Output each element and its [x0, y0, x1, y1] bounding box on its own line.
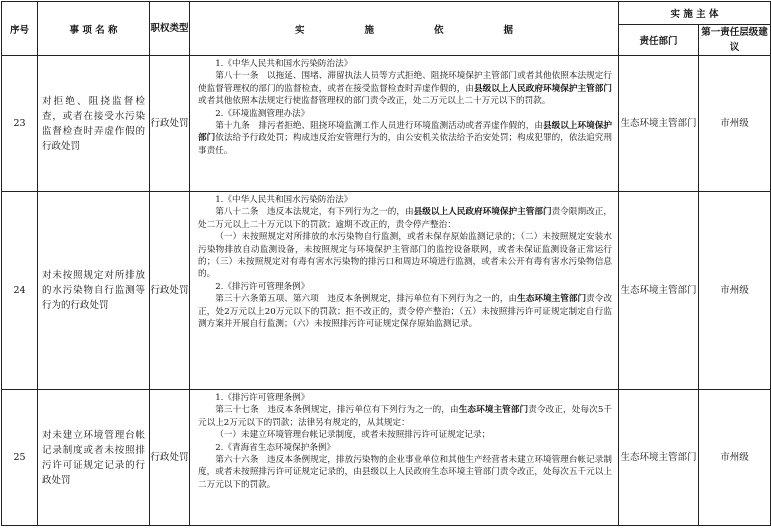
- header-basis-char-4: 据: [503, 24, 514, 36]
- row-dept: 生态环境主管部门: [619, 192, 699, 390]
- basis-text: （一）未按照规定对所排放的水污染物自行监测，或者未保存原始监测记录的；（二）未按照规定安装水污染物排放自动监测设备，未按照规定与环境保护主管部门的监控设备联网，或者未保证监测设备正常运行的；（三）未按照规定对有毒有害水污染物的排污口和周边环境进行监测，或者未公开有毒有害水污染物信息的。: [198, 232, 612, 280]
- header-subject: 实 施 主 体: [619, 2, 771, 25]
- header-item-name: 事 项 名 称: [38, 2, 150, 56]
- basis-text: 第六十六条 违反本条例规定，排放污染物的企业事业单位和其他生产经营者未建立环境管理台帐记录制度，或者未按照排污许可证规定记录的，由县级以上人民政府生态环境主管部门责令改正，处每次五千元以上二万元以下的罚款。: [198, 455, 612, 490]
- basis-paragraph: [198, 58, 612, 70]
- table-row: [2, 192, 771, 390]
- header-seq: 序号: [2, 2, 38, 56]
- row-dept: 生态环境主管部门: [619, 56, 699, 192]
- basis-paragraph: [198, 429, 612, 441]
- basis-paragraph: [198, 454, 612, 491]
- basis-text: 2.《环境监测管理办法》: [215, 108, 310, 119]
- header-authority-type: 职权类型: [150, 2, 190, 56]
- basis-bold-text: 县级以上环境保护部门: [198, 121, 612, 144]
- basis-paragraph: [198, 108, 612, 120]
- basis-bold-text: 生态环境主管部门: [517, 294, 587, 305]
- row-basis: [190, 56, 619, 192]
- basis-text: 第三十六条第五项、第六项 违反本条例规定，排污单位有下列行为之一的，由: [215, 294, 518, 305]
- basis-text: 第八十二条 违反本法规定，有下列行为之一的，由: [215, 207, 414, 218]
- basis-bold-text: 县级以上人民政府环境保护主管部门: [413, 207, 552, 218]
- row-authority-type: 行政处罚: [150, 390, 190, 526]
- row-seq: 25: [2, 390, 38, 526]
- basis-paragraph: [198, 206, 612, 231]
- table-row: [2, 56, 771, 192]
- basis-text: 或者其他依照本法规定行使监督管理权的部门责令改正，处二万元以上二十万元以下的罚款。: [198, 96, 551, 107]
- basis-paragraph: [198, 194, 612, 206]
- header-basis-char-3: 依: [434, 24, 444, 36]
- basis-text: 依法给予行政处罚；构成违反治安管理行为的，由公安机关依法给予治安处罚；构成犯罪的，依法追究刑事责任。: [198, 133, 612, 156]
- basis-paragraph: [198, 392, 612, 404]
- header-basis-char-1: 实: [294, 24, 305, 36]
- row-basis: [190, 192, 619, 390]
- row-level: 市州级: [699, 390, 771, 526]
- enforcement-table: [1, 1, 771, 526]
- table-row: [2, 390, 771, 526]
- basis-bold-text: 生态环境主管部门: [458, 405, 529, 416]
- row-authority-type: 行政处罚: [150, 192, 190, 390]
- row-seq: 24: [2, 192, 38, 390]
- basis-text: 1.《排污许可管理条例》: [215, 393, 310, 403]
- row-level: 市州级: [699, 56, 771, 192]
- basis-paragraph: [198, 70, 612, 107]
- basis-text: 责令改正，处每次5千元以上2万元以下的罚款；法律另有规定的，从其规定：: [198, 405, 612, 428]
- row-seq: 23: [2, 56, 38, 192]
- basis-paragraph: [198, 231, 612, 281]
- header-level: 第一责任层级建议: [699, 25, 771, 56]
- basis-text: 责令改正，处2万元以上20万元以下的罚款；拒不改正的，责令停产整治；（五）未按照排污许可证规定制定自行监测方案并开展自行监测；（六）未按照排污许可证规定保存原始监测记录。: [198, 294, 612, 330]
- header-basis-char-2: 施: [364, 24, 374, 36]
- basis-paragraph: [198, 293, 612, 330]
- header-dept: 责任部门: [619, 25, 699, 56]
- row-item-name: 对未建立环境管理台帐记录制度或者未按照排污许可证规定记录的行政处罚: [38, 390, 150, 526]
- row-authority-type: 行政处罚: [150, 56, 190, 192]
- basis-paragraph: [198, 442, 612, 454]
- row-item-name: 对未按照规定对所排放的水污染物自行监测等行为的行政处罚: [38, 192, 150, 390]
- row-level: 市州级: [699, 192, 771, 390]
- basis-paragraph: [198, 281, 612, 293]
- basis-text: 2.《青海省生态环境保护条例》: [215, 442, 336, 453]
- basis-text: 2.《排污许可管理条例》: [215, 281, 310, 292]
- basis-text: 第八十一条 以拖延、围堵、滞留执法人员等方式拒绝、阻挠环境保护主管部门或者其他依照本法规定行使监督管理权的部门的监督检查，或者在接受监督检查时弄虚作假的，由: [198, 71, 612, 94]
- header-basis: [190, 2, 619, 56]
- basis-text: 第三十七条 违反本条例规定，排污单位有下列行为之一的，由: [215, 405, 459, 416]
- basis-bold-text: 县级以上人民政府环境保护主管部门: [474, 83, 612, 94]
- row-item-name: 对拒绝、阻挠监督检查，或者在接受水污染监督检查时弄虚作假的行政处罚: [38, 56, 150, 192]
- basis-paragraph: [198, 120, 612, 157]
- basis-paragraph: [198, 404, 612, 429]
- basis-text: （一）未建立环境管理台帐记录制度，或者未按照排污许可证规定记录；: [215, 430, 491, 441]
- basis-text: 责令限期改正，处二万元以上二十万元以下的罚款；逾期不改正的，责令停产整治：: [198, 207, 612, 230]
- row-basis: [190, 390, 619, 526]
- basis-text: 1.《中华人民共和国水污染防治法》: [215, 59, 353, 69]
- basis-text: 第十九条 排污者拒绝、阻挠环境监测工作人员进行环境监测活动或者弄虚作假的，由: [215, 121, 543, 132]
- basis-text: 1.《中华人民共和国水污染防治法》: [215, 195, 353, 205]
- row-dept: 生态环境主管部门: [619, 390, 699, 526]
